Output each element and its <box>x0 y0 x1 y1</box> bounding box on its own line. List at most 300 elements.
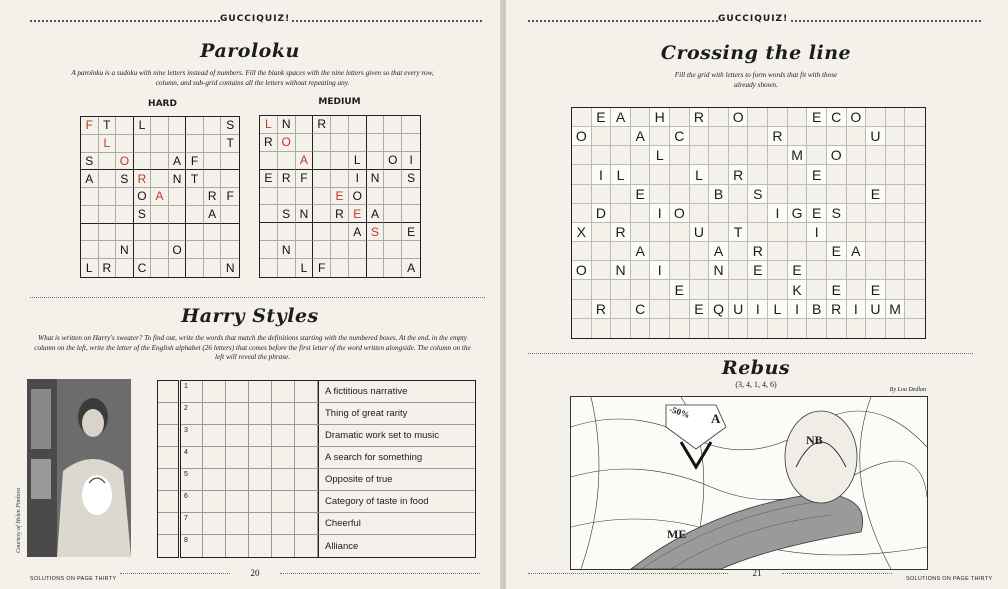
crossing-cell[interactable] <box>631 108 651 127</box>
sudoku-cell[interactable] <box>260 223 278 241</box>
crossing-cell[interactable] <box>748 223 768 242</box>
sudoku-cell[interactable] <box>204 224 222 242</box>
crossing-cell[interactable] <box>905 242 925 261</box>
crossing-cell[interactable] <box>709 165 729 184</box>
crossing-cell[interactable] <box>572 319 592 338</box>
answer-cell[interactable] <box>249 535 272 557</box>
sudoku-cell[interactable] <box>384 188 402 206</box>
sudoku-cell[interactable] <box>221 241 239 259</box>
crossing-cell[interactable] <box>847 280 867 299</box>
crossing-cell[interactable] <box>807 146 827 165</box>
crossing-cell[interactable] <box>592 280 612 299</box>
crossing-cell[interactable] <box>631 165 651 184</box>
sudoku-cell[interactable] <box>186 135 204 153</box>
sudoku-cell[interactable] <box>331 223 349 241</box>
sudoku-cell[interactable] <box>169 188 187 206</box>
crossing-cell[interactable] <box>729 204 749 223</box>
crossing-cell[interactable] <box>807 319 827 338</box>
crossing-cell[interactable] <box>905 127 925 146</box>
crossing-cell[interactable] <box>886 146 906 165</box>
crossing-cell[interactable] <box>690 280 710 299</box>
crossing-cell[interactable] <box>866 261 886 280</box>
crossing-cell[interactable] <box>729 280 749 299</box>
crossing-cell[interactable] <box>650 242 670 261</box>
sudoku-cell[interactable] <box>278 152 296 170</box>
answer-cell[interactable] <box>272 381 295 402</box>
sudoku-cell[interactable] <box>296 188 314 206</box>
crossing-cell[interactable] <box>768 108 788 127</box>
sudoku-cell[interactable] <box>384 170 402 188</box>
sudoku-cell[interactable] <box>402 188 420 206</box>
crossing-cell[interactable] <box>650 300 670 319</box>
answer-cell[interactable] <box>226 491 249 512</box>
crossing-cell[interactable] <box>631 204 651 223</box>
crossing-cell[interactable] <box>827 261 847 280</box>
crossing-cell[interactable] <box>768 223 788 242</box>
sudoku-cell[interactable] <box>186 259 204 277</box>
crossing-cell[interactable] <box>690 185 710 204</box>
sudoku-cell[interactable] <box>186 241 204 259</box>
sudoku-cell[interactable] <box>151 170 169 188</box>
answer-cell[interactable] <box>203 513 226 534</box>
crossing-cell[interactable] <box>768 146 788 165</box>
crossing-cell[interactable] <box>709 204 729 223</box>
sudoku-cell[interactable] <box>169 206 187 224</box>
answer-cell[interactable] <box>295 491 318 512</box>
sudoku-cell[interactable] <box>367 116 385 134</box>
crossing-cell[interactable] <box>592 261 612 280</box>
sudoku-cell[interactable] <box>260 241 278 259</box>
sudoku-cell[interactable] <box>260 152 278 170</box>
sudoku-cell[interactable] <box>116 259 134 277</box>
crossing-cell[interactable] <box>768 185 788 204</box>
crossing-cell[interactable] <box>709 319 729 338</box>
answer-cell[interactable] <box>249 469 272 490</box>
answer-cell[interactable] <box>272 403 295 424</box>
sudoku-cell[interactable] <box>151 206 169 224</box>
crossing-cell[interactable] <box>807 242 827 261</box>
crossing-cell[interactable] <box>729 242 749 261</box>
sudoku-cell[interactable] <box>402 134 420 152</box>
crossing-cell[interactable] <box>592 185 612 204</box>
crossing-cell[interactable] <box>572 280 592 299</box>
answer-cell[interactable] <box>272 535 295 557</box>
sudoku-cell[interactable] <box>204 241 222 259</box>
crossing-cell[interactable] <box>768 319 788 338</box>
answer-cell[interactable] <box>226 425 249 446</box>
crossing-cell[interactable] <box>572 300 592 319</box>
crossing-cell[interactable] <box>572 108 592 127</box>
crossing-cell[interactable] <box>670 319 690 338</box>
crossing-cell[interactable] <box>611 319 631 338</box>
crossing-cell[interactable] <box>690 319 710 338</box>
answer-cell[interactable] <box>249 381 272 402</box>
crossing-cell[interactable] <box>905 204 925 223</box>
crossing-cell[interactable] <box>572 185 592 204</box>
crossing-cell[interactable] <box>709 108 729 127</box>
sudoku-cell[interactable] <box>81 206 99 224</box>
crossing-cell[interactable] <box>788 165 808 184</box>
crossing-cell[interactable] <box>886 127 906 146</box>
crossing-cell[interactable] <box>768 261 788 280</box>
answer-cell[interactable] <box>226 403 249 424</box>
sudoku-cell[interactable] <box>186 117 204 135</box>
crossing-cell: Q <box>709 300 729 319</box>
crossing-cell[interactable] <box>611 280 631 299</box>
crossing-cell[interactable] <box>650 127 670 146</box>
crossing-cell[interactable] <box>847 185 867 204</box>
sudoku-cell[interactable] <box>367 134 385 152</box>
sudoku-cell[interactable] <box>331 170 349 188</box>
crossing-cell: U <box>729 300 749 319</box>
sudoku-cell[interactable] <box>204 259 222 277</box>
sudoku-cell[interactable] <box>99 224 117 242</box>
sudoku-cell[interactable] <box>116 224 134 242</box>
sudoku-cell[interactable] <box>221 206 239 224</box>
crossing-cell[interactable] <box>572 165 592 184</box>
answer-cell[interactable] <box>226 469 249 490</box>
answer-cell[interactable] <box>226 447 249 468</box>
answer-cell[interactable] <box>203 425 226 446</box>
crossing-cell[interactable] <box>905 280 925 299</box>
sudoku-cell[interactable] <box>313 205 331 223</box>
crossing-cell[interactable] <box>748 146 768 165</box>
crossing-cell[interactable] <box>631 146 651 165</box>
crossing-cell[interactable] <box>886 319 906 338</box>
sudoku-cell[interactable] <box>99 241 117 259</box>
crossing-cell[interactable] <box>631 280 651 299</box>
crossing-cell[interactable] <box>611 300 631 319</box>
sudoku-cell[interactable] <box>260 259 278 277</box>
sudoku-cell[interactable] <box>260 205 278 223</box>
crossing-cell[interactable] <box>788 319 808 338</box>
crossing-cell[interactable] <box>768 242 788 261</box>
sudoku-cell[interactable] <box>384 134 402 152</box>
sudoku-cell[interactable] <box>151 135 169 153</box>
sudoku-cell[interactable] <box>349 116 367 134</box>
sudoku-cell[interactable] <box>384 223 402 241</box>
sudoku-cell[interactable] <box>402 205 420 223</box>
sudoku-cell[interactable] <box>331 152 349 170</box>
sudoku-cell[interactable] <box>151 224 169 242</box>
sudoku-cell[interactable] <box>296 223 314 241</box>
sudoku-cell[interactable] <box>186 206 204 224</box>
crossing-cell[interactable] <box>709 280 729 299</box>
sudoku-cell[interactable] <box>313 223 331 241</box>
answer-cell[interactable] <box>295 403 318 424</box>
crossing-cell[interactable] <box>866 108 886 127</box>
sudoku-cell[interactable] <box>204 117 222 135</box>
sudoku-cell[interactable] <box>169 135 187 153</box>
crossing-cell[interactable] <box>748 319 768 338</box>
crossing-cell[interactable] <box>670 146 690 165</box>
sudoku-cell[interactable] <box>221 153 239 171</box>
crossing-cell[interactable] <box>866 146 886 165</box>
crossing-cell[interactable] <box>670 261 690 280</box>
answer-cell[interactable] <box>295 425 318 446</box>
sudoku-cell[interactable] <box>331 134 349 152</box>
crossing-cell[interactable] <box>631 261 651 280</box>
answer-cell[interactable] <box>295 447 318 468</box>
crossing-cell[interactable] <box>807 280 827 299</box>
answer-cell[interactable] <box>203 535 226 557</box>
crossing-cell[interactable] <box>592 319 612 338</box>
crossing-cell[interactable] <box>709 223 729 242</box>
crossing-cell[interactable] <box>886 204 906 223</box>
crossing-cell[interactable] <box>866 242 886 261</box>
sudoku-cell[interactable] <box>151 241 169 259</box>
sudoku-cell[interactable] <box>81 224 99 242</box>
crossing-cell[interactable] <box>650 319 670 338</box>
sudoku-cell[interactable] <box>81 241 99 259</box>
crossing-cell[interactable] <box>611 146 631 165</box>
sudoku-cell[interactable] <box>116 206 134 224</box>
crossing-cell[interactable] <box>670 108 690 127</box>
crossing-cell[interactable] <box>788 127 808 146</box>
answer-cell[interactable] <box>226 381 249 402</box>
sudoku-cell[interactable] <box>384 116 402 134</box>
answer-cell[interactable] <box>295 469 318 490</box>
sudoku-cell[interactable] <box>134 135 152 153</box>
sudoku-cell[interactable] <box>204 135 222 153</box>
answer-cell[interactable] <box>272 469 295 490</box>
answer-cell[interactable] <box>295 513 318 534</box>
sudoku-cell[interactable] <box>313 241 331 259</box>
answer-cell[interactable] <box>249 403 272 424</box>
crossing-cell[interactable] <box>729 127 749 146</box>
sudoku-cell[interactable] <box>349 241 367 259</box>
crossing-cell[interactable] <box>768 165 788 184</box>
crossing-cell[interactable] <box>886 185 906 204</box>
sudoku-cell[interactable] <box>278 188 296 206</box>
crossing-cell[interactable] <box>572 242 592 261</box>
sudoku-cell[interactable] <box>402 241 420 259</box>
crossing-cell[interactable] <box>631 319 651 338</box>
crossing-cell[interactable] <box>788 223 808 242</box>
answer-cell[interactable] <box>249 491 272 512</box>
answer-cell[interactable] <box>295 535 318 557</box>
crossing-cell[interactable] <box>866 165 886 184</box>
sudoku-cell[interactable] <box>99 170 117 188</box>
crossing-cell[interactable] <box>670 242 690 261</box>
crossing-cell[interactable] <box>611 185 631 204</box>
crossing-cell[interactable] <box>748 165 768 184</box>
answer-cell[interactable] <box>226 535 249 557</box>
answer-cell[interactable] <box>272 425 295 446</box>
crossing-cell[interactable] <box>827 165 847 184</box>
crossing-cell[interactable] <box>690 204 710 223</box>
crossing-cell[interactable] <box>847 319 867 338</box>
sudoku-cell[interactable] <box>384 205 402 223</box>
sudoku-cell[interactable] <box>384 259 402 277</box>
answer-column[interactable] <box>157 380 179 558</box>
crossing-cell[interactable] <box>886 223 906 242</box>
crossing-cell[interactable] <box>729 146 749 165</box>
crossing-cell[interactable] <box>592 146 612 165</box>
answer-cell[interactable] <box>249 447 272 468</box>
answer-cell[interactable] <box>203 381 226 402</box>
crossing-cell[interactable] <box>650 185 670 204</box>
crossing-cell[interactable] <box>886 261 906 280</box>
crossing-cell[interactable] <box>827 185 847 204</box>
crossing-cell[interactable] <box>807 261 827 280</box>
crossing-cell[interactable] <box>886 242 906 261</box>
answer-cell[interactable] <box>226 513 249 534</box>
sudoku-cell[interactable] <box>99 206 117 224</box>
sudoku-cell[interactable] <box>116 188 134 206</box>
crossing-cell[interactable] <box>886 280 906 299</box>
crossing-cell[interactable] <box>592 223 612 242</box>
sudoku-cell[interactable] <box>134 153 152 171</box>
crossing-cell[interactable] <box>709 127 729 146</box>
sudoku-cell[interactable] <box>278 223 296 241</box>
sudoku-cell[interactable] <box>99 153 117 171</box>
sudoku-cell[interactable] <box>260 188 278 206</box>
sudoku-cell[interactable] <box>169 117 187 135</box>
crossing-cell[interactable] <box>748 280 768 299</box>
sudoku-cell[interactable] <box>116 135 134 153</box>
sudoku-cell[interactable] <box>367 188 385 206</box>
sudoku-cell[interactable] <box>367 152 385 170</box>
crossing-cell[interactable] <box>847 127 867 146</box>
answer-cell[interactable] <box>272 513 295 534</box>
sudoku-cell[interactable] <box>296 134 314 152</box>
crossing-cell[interactable] <box>847 146 867 165</box>
sudoku-cell[interactable] <box>402 116 420 134</box>
crossing-cell[interactable] <box>847 223 867 242</box>
crossing-cell[interactable] <box>690 242 710 261</box>
sudoku-cell[interactable] <box>367 241 385 259</box>
crossing-cell[interactable] <box>905 223 925 242</box>
sudoku-cell[interactable] <box>349 259 367 277</box>
crossing-cell[interactable] <box>748 127 768 146</box>
crossing-cell[interactable] <box>866 319 886 338</box>
crossing-cell[interactable] <box>847 204 867 223</box>
crossing-cell[interactable] <box>748 108 768 127</box>
answer-cell[interactable] <box>272 447 295 468</box>
crossing-cell[interactable] <box>788 185 808 204</box>
sudoku-cell[interactable] <box>204 170 222 188</box>
crossing-cell[interactable] <box>905 185 925 204</box>
crossing-cell[interactable] <box>690 127 710 146</box>
crossing-cell[interactable] <box>866 204 886 223</box>
crossing-cell[interactable] <box>729 261 749 280</box>
crossing-cell[interactable] <box>650 165 670 184</box>
crossing-cell[interactable] <box>611 204 631 223</box>
sudoku-cell[interactable] <box>169 224 187 242</box>
sudoku-cell[interactable] <box>349 134 367 152</box>
crossing-cell[interactable] <box>905 261 925 280</box>
crossing-cell[interactable] <box>650 280 670 299</box>
sudoku-cell[interactable] <box>331 259 349 277</box>
crossing-cell[interactable] <box>847 165 867 184</box>
answer-cell[interactable] <box>272 491 295 512</box>
answer-cell[interactable] <box>203 491 226 512</box>
crossing-cell[interactable] <box>592 127 612 146</box>
sudoku-cell[interactable] <box>151 153 169 171</box>
crossing-cell[interactable] <box>807 127 827 146</box>
crossing-cell[interactable] <box>886 108 906 127</box>
crossing-cell[interactable] <box>670 165 690 184</box>
answer-cell[interactable] <box>295 381 318 402</box>
crossing-cell[interactable] <box>788 108 808 127</box>
crossing-cell[interactable] <box>592 242 612 261</box>
crossing-cell[interactable] <box>690 261 710 280</box>
crossing-cell[interactable] <box>905 165 925 184</box>
crossing-cell[interactable] <box>827 319 847 338</box>
answer-cell[interactable] <box>203 447 226 468</box>
answer-cell[interactable] <box>249 513 272 534</box>
crossing-cell[interactable] <box>670 223 690 242</box>
crossing-cell[interactable] <box>631 223 651 242</box>
crossing-cell[interactable] <box>709 146 729 165</box>
crossing-cell[interactable] <box>886 165 906 184</box>
sudoku-cell[interactable] <box>221 170 239 188</box>
sudoku-cell[interactable] <box>313 152 331 170</box>
sudoku-cell[interactable] <box>186 188 204 206</box>
crossing-cell[interactable] <box>905 146 925 165</box>
sudoku-cell[interactable] <box>81 188 99 206</box>
crossing-cell[interactable] <box>807 185 827 204</box>
crossing-cell[interactable] <box>748 204 768 223</box>
crossing-cell[interactable] <box>690 146 710 165</box>
sudoku-cell[interactable] <box>367 259 385 277</box>
sudoku-cell[interactable] <box>221 224 239 242</box>
sudoku-cell[interactable] <box>186 224 204 242</box>
sudoku-cell[interactable] <box>81 135 99 153</box>
crossing-cell[interactable] <box>572 204 592 223</box>
sudoku-cell[interactable] <box>296 241 314 259</box>
answer-cell[interactable] <box>203 403 226 424</box>
answer-cell[interactable] <box>249 425 272 446</box>
sudoku-cell[interactable] <box>151 117 169 135</box>
answer-cell[interactable] <box>203 469 226 490</box>
crossing-cell[interactable] <box>768 280 788 299</box>
sudoku-cell[interactable] <box>313 188 331 206</box>
crossing-cell[interactable] <box>788 242 808 261</box>
crossing-cell[interactable] <box>670 185 690 204</box>
sudoku-cell[interactable] <box>204 153 222 171</box>
sudoku-cell[interactable] <box>296 116 314 134</box>
crossing-cell[interactable] <box>827 223 847 242</box>
crossing-cell[interactable] <box>650 223 670 242</box>
sudoku-cell[interactable] <box>99 188 117 206</box>
crossing-cell[interactable] <box>827 127 847 146</box>
sudoku-cell[interactable] <box>134 241 152 259</box>
crossing-cell[interactable] <box>905 319 925 338</box>
sudoku-cell[interactable] <box>331 116 349 134</box>
crossing-cell[interactable] <box>905 300 925 319</box>
sudoku-cell[interactable] <box>313 134 331 152</box>
sudoku-cell[interactable] <box>384 241 402 259</box>
crossing-cell[interactable] <box>866 223 886 242</box>
crossing-cell[interactable] <box>572 146 592 165</box>
crossing-cell[interactable] <box>611 242 631 261</box>
crossing-cell[interactable] <box>729 319 749 338</box>
sudoku-cell[interactable] <box>313 170 331 188</box>
crossing-cell[interactable] <box>611 127 631 146</box>
crossing-cell[interactable] <box>729 185 749 204</box>
sudoku-cell[interactable] <box>151 259 169 277</box>
sudoku-cell[interactable] <box>134 224 152 242</box>
crossing-cell[interactable] <box>905 108 925 127</box>
crossing-cell[interactable] <box>670 300 690 319</box>
sudoku-cell[interactable] <box>169 259 187 277</box>
sudoku-cell[interactable] <box>278 259 296 277</box>
sudoku-cell[interactable] <box>116 117 134 135</box>
sudoku-cell[interactable] <box>331 241 349 259</box>
crossing-cell[interactable] <box>847 261 867 280</box>
